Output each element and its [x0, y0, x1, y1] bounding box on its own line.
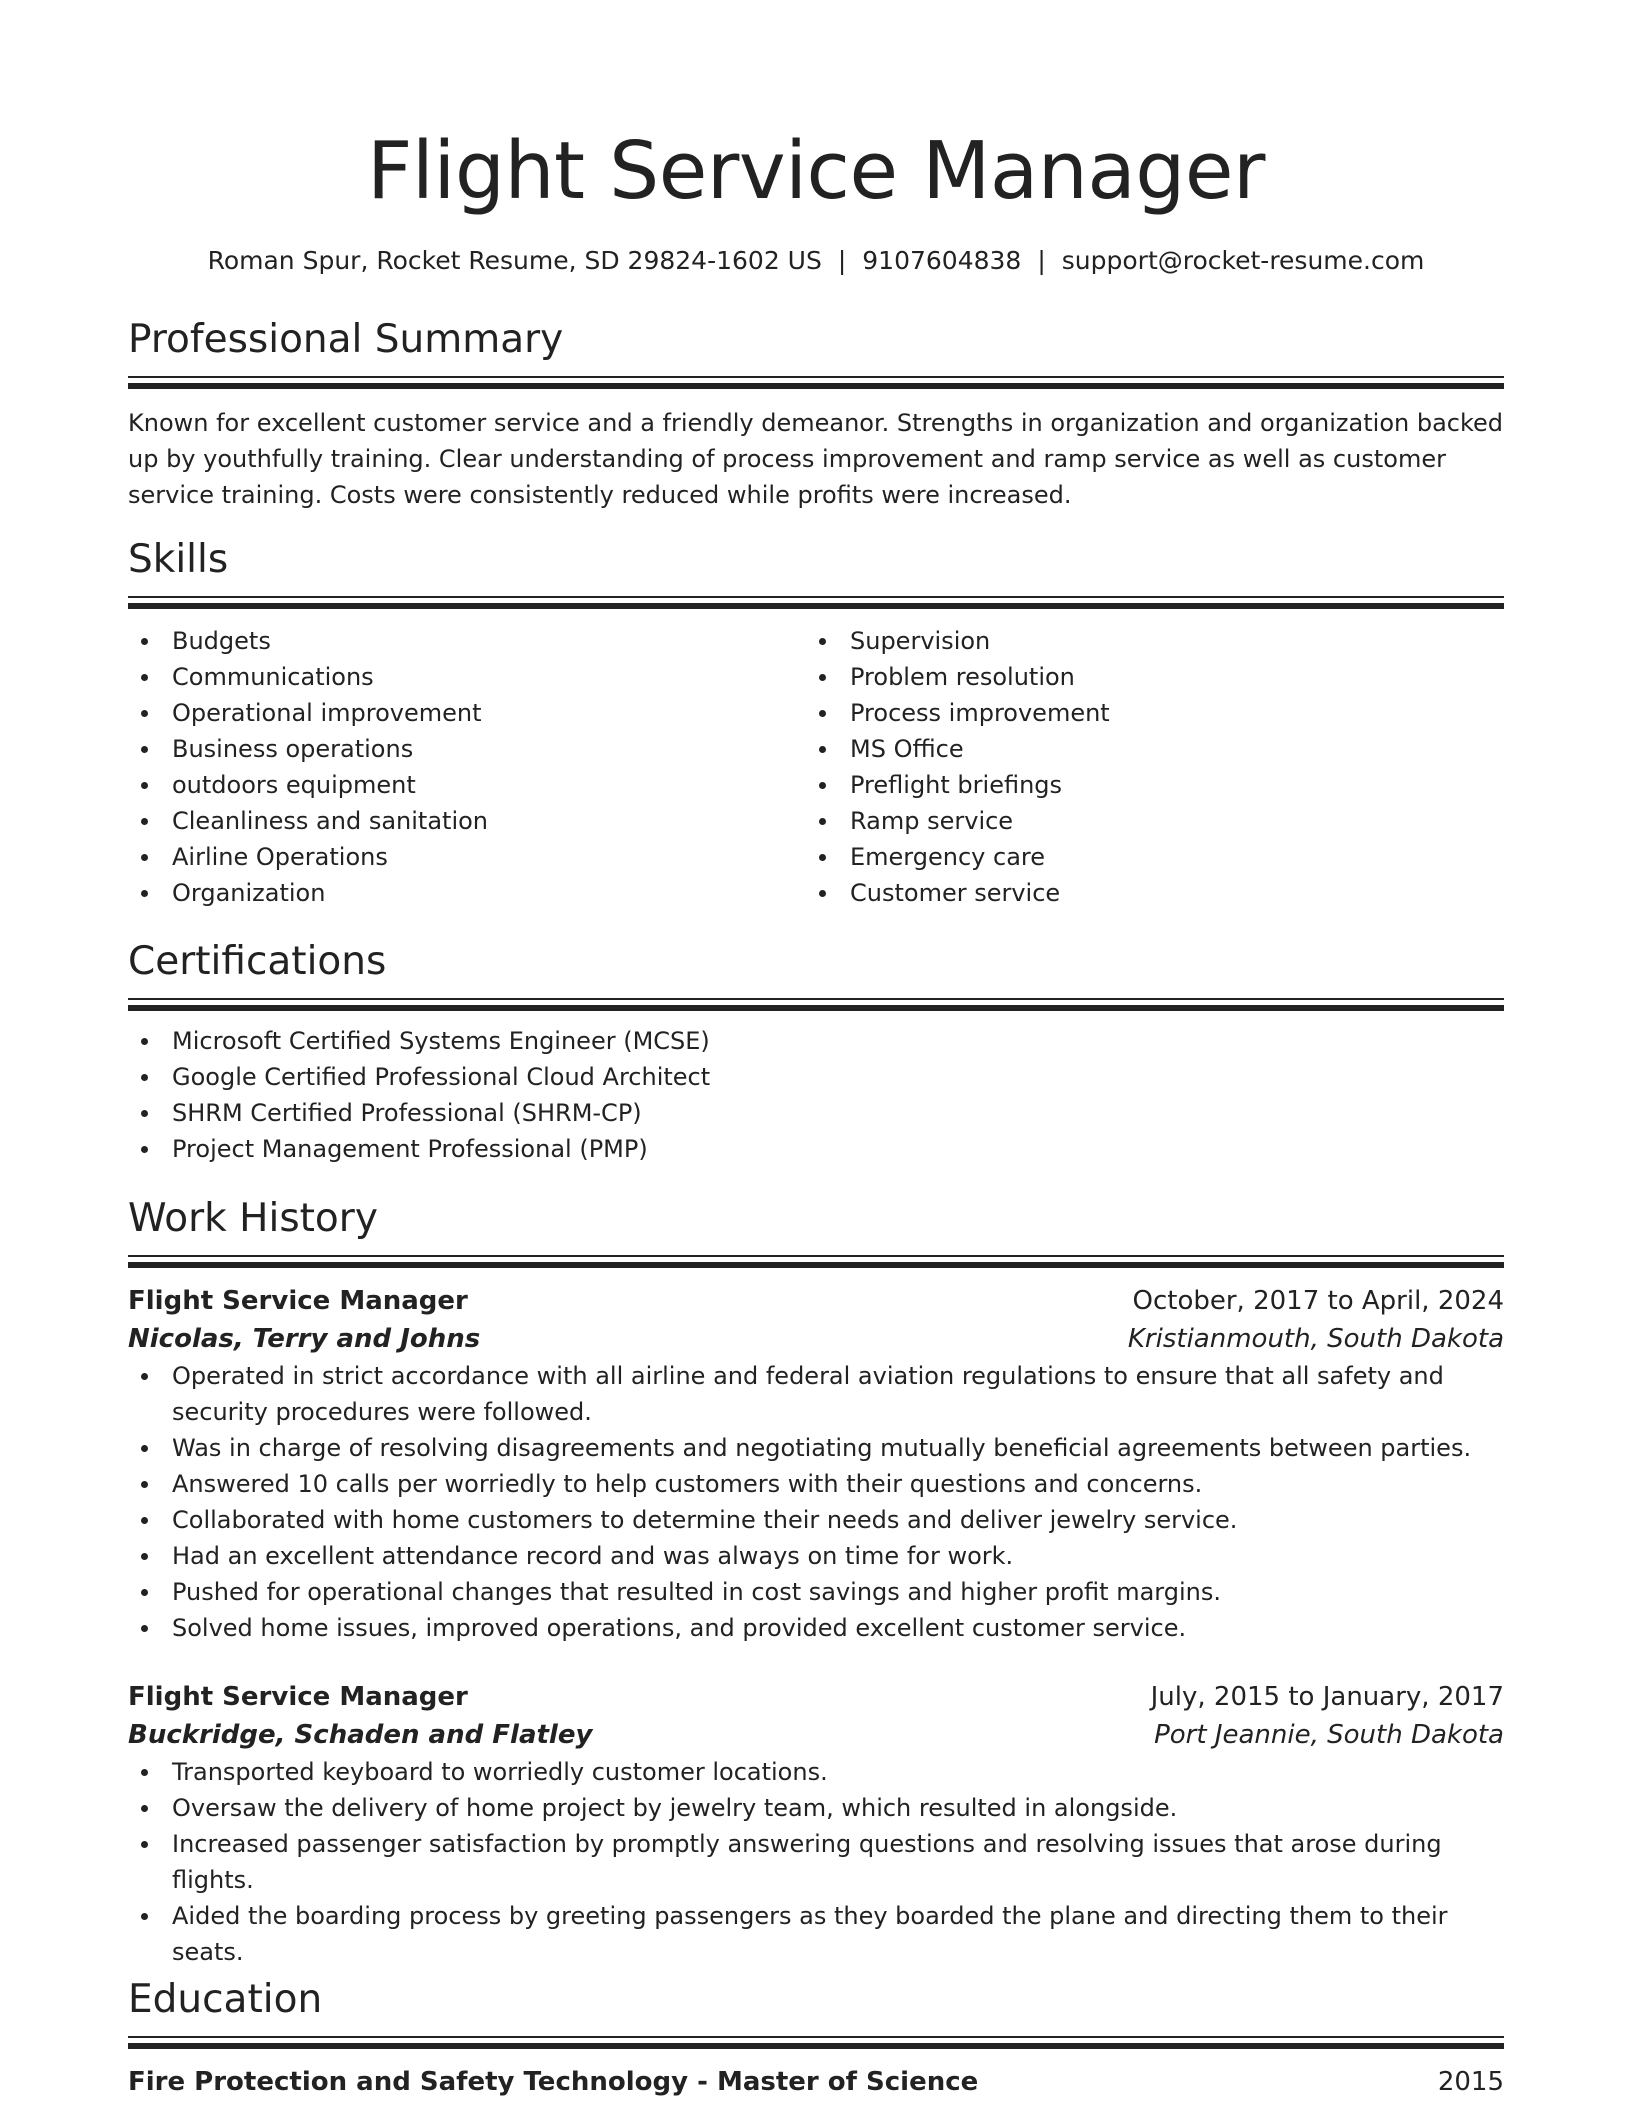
- job-entry: [128, 1282, 1504, 1646]
- skills-left-list: [128, 623, 806, 911]
- job-bullet: Had an excellent attendance record and was always on time for work.: [128, 1538, 1504, 1574]
- job-bullets: [128, 1754, 1504, 1970]
- skill-item: Operational improvement: [128, 695, 806, 731]
- skill-item: Organization: [128, 875, 806, 911]
- contact-line: [128, 246, 1504, 276]
- certification-item: Microsoft Certified Systems Engineer (MCSE): [128, 1023, 1504, 1059]
- education-year: 2015: [1437, 2067, 1504, 2097]
- skill-item: Cleanliness and sanitation: [128, 803, 806, 839]
- job-dates: October, 2017 to April, 2024: [1132, 1286, 1504, 1316]
- contact-address: Roman Spur, Rocket Resume, SD 29824-1602 US: [207, 246, 822, 275]
- job-bullet: Transported keyboard to worriedly customer locations.: [128, 1754, 1504, 1790]
- section-rule: [128, 998, 1504, 1000]
- job-bullet: Operated in strict accordance with all airline and federal aviation regulations to ensure that all safety and security procedures were followed.: [128, 1358, 1504, 1430]
- section-title-skills: Skills: [128, 537, 229, 582]
- skills-columns: [128, 623, 1504, 911]
- work-history-section: [128, 1197, 1504, 1970]
- job-location: Port Jeannie, South Dakota: [1154, 1720, 1504, 1750]
- section-rule-thick: [128, 2043, 1504, 2049]
- job-entry: [128, 1678, 1504, 1970]
- education-degree: Fire Protection and Safety Technology - Master of Science: [128, 2067, 979, 2097]
- job-location: Kristianmouth, South Dakota: [1127, 1324, 1504, 1354]
- job-company: Buckridge, Schaden and Flatley: [128, 1720, 593, 1750]
- education-entry: [128, 2063, 1504, 2101]
- job-bullet: Collaborated with home customers to determine their needs and deliver jewelry service.: [128, 1502, 1504, 1538]
- contact-separator: |: [837, 246, 847, 275]
- skill-item: Process improvement: [806, 695, 1484, 731]
- contact-phone: 9107604838: [862, 246, 1022, 275]
- education-section: [128, 1978, 1504, 2101]
- job-company: Nicolas, Terry and Johns: [128, 1324, 481, 1354]
- certifications-section: [128, 940, 1504, 1167]
- job-bullets: [128, 1358, 1504, 1646]
- skill-item: Emergency care: [806, 839, 1484, 875]
- section-rule-thick: [128, 1005, 1504, 1011]
- skill-item: Ramp service: [806, 803, 1484, 839]
- section-rule: [128, 1255, 1504, 1257]
- skill-item: Business operations: [128, 731, 806, 767]
- job-subheader: [128, 1320, 1504, 1358]
- section-rule: [128, 596, 1504, 598]
- section-rule-thick: [128, 383, 1504, 389]
- job-bullet: Solved home issues, improved operations, and provided excellent customer service.: [128, 1610, 1504, 1646]
- job-bullet: Answered 10 calls per worriedly to help customers with their questions and concerns.: [128, 1466, 1504, 1502]
- job-bullet: Oversaw the delivery of home project by jewelry team, which resulted in alongside.: [128, 1790, 1504, 1826]
- job-title: Flight Service Manager: [128, 1682, 468, 1712]
- summary-text: Known for excellent customer service and a friendly demeanor. Strengths in organization and organization backed up by youthfully training. Clear understanding of process improvement and ramp service as well as customer service training. Costs were consistently reduced while profits were increased.: [128, 409, 1504, 509]
- section-rule: [128, 376, 1504, 378]
- skills-right-list: [806, 623, 1484, 911]
- contact-separator: |: [1037, 246, 1046, 275]
- section-rule-thick: [128, 603, 1504, 609]
- job-bullet: Aided the boarding process by greeting passengers as they boarded the plane and directing them to their seats.: [128, 1898, 1504, 1970]
- section-title-certifications: Certifications: [128, 939, 387, 984]
- job-title: Flight Service Manager: [128, 1286, 468, 1316]
- certification-item: Project Management Professional (PMP): [128, 1131, 1504, 1167]
- skill-item: Budgets: [128, 623, 806, 659]
- skill-item: MS Office: [806, 731, 1484, 767]
- contact-email[interactable]: support@rocket-resume.com: [1061, 246, 1425, 275]
- job-bullet: Was in charge of resolving disagreements and negotiating mutually beneficial agreements between parties.: [128, 1430, 1504, 1466]
- job-bullet: Pushed for operational changes that resulted in cost savings and higher profit margins.: [128, 1574, 1504, 1610]
- job-header: [128, 1678, 1504, 1716]
- skills-section: [128, 538, 1504, 911]
- resume-page: [128, 0, 1504, 2097]
- job-dates: July, 2015 to January, 2017: [1150, 1682, 1504, 1712]
- skill-item: Airline Operations: [128, 839, 806, 875]
- section-rule-thick: [128, 1262, 1504, 1268]
- job-subheader: [128, 1716, 1504, 1754]
- job-bullet: Increased passenger satisfaction by promptly answering questions and resolving issues that arose during flights.: [128, 1826, 1504, 1898]
- section-rule: [128, 2036, 1504, 2038]
- section-title-summary: Professional Summary: [128, 317, 564, 362]
- skill-item: outdoors equipment: [128, 767, 806, 803]
- section-title-work: Work History: [128, 1196, 378, 1241]
- certifications-list: [128, 1023, 1504, 1167]
- skill-item: Preflight briefings: [806, 767, 1484, 803]
- summary-section: [128, 318, 1504, 513]
- candidate-name: Flight Service Manager: [366, 125, 1265, 217]
- section-title-education: Education: [128, 1977, 323, 2022]
- certification-item: Google Certified Professional Cloud Architect: [128, 1059, 1504, 1095]
- certification-item: SHRM Certified Professional (SHRM-CP): [128, 1095, 1504, 1131]
- job-header: [128, 1282, 1504, 1320]
- skill-item: Communications: [128, 659, 806, 695]
- skill-item: Customer service: [806, 875, 1484, 911]
- skill-item: Problem resolution: [806, 659, 1484, 695]
- skill-item: Supervision: [806, 623, 1484, 659]
